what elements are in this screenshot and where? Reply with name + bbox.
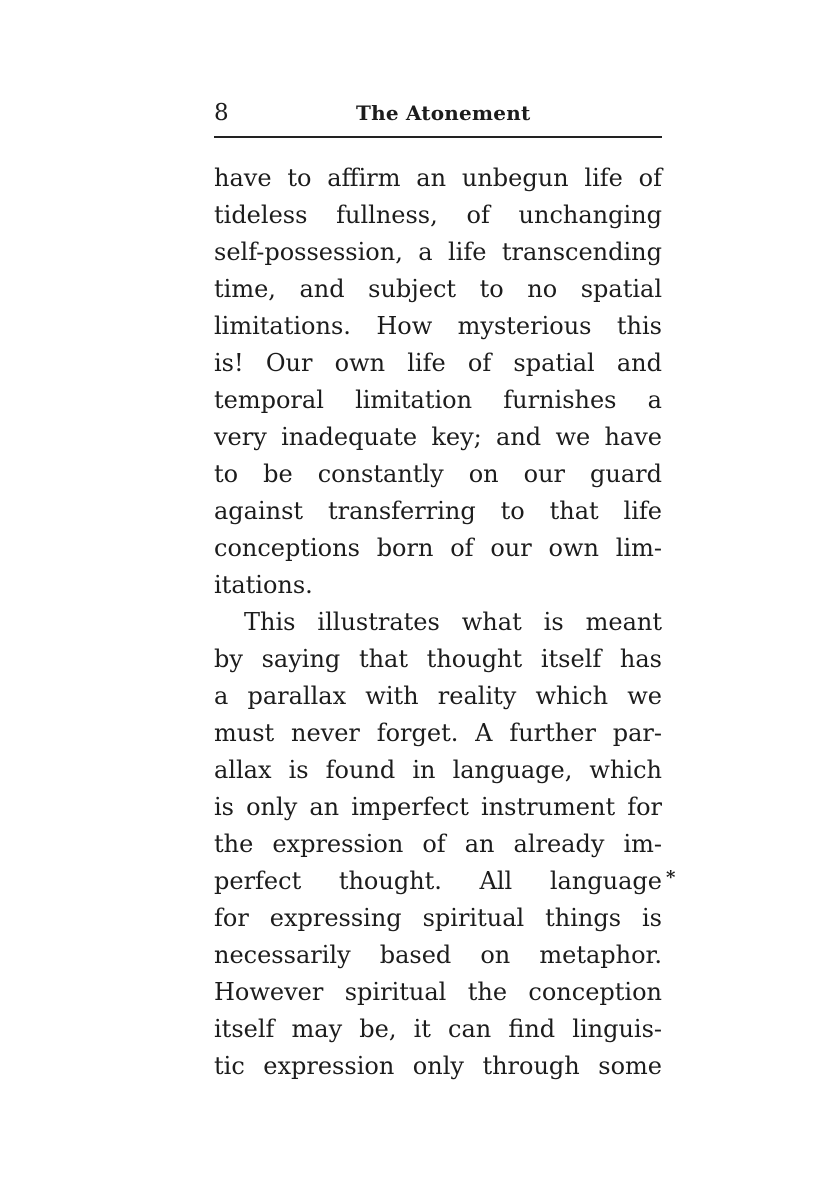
page-number: 8: [214, 100, 229, 126]
body-text: [214, 160, 676, 1085]
margin-asterisk-mark: *: [666, 867, 676, 888]
paragraph-2-line: itself may be, it can find linguis-: [214, 1015, 662, 1043]
header-rule: [214, 136, 662, 138]
paragraph-2-line: must never forget. A further par-: [214, 719, 662, 747]
paragraph-2-line: the expression of an already im-: [214, 830, 662, 858]
paragraph-2-line: for expressing spiritual things is: [214, 904, 662, 932]
paragraph-2-line: is only an imperfect instrument for: [214, 793, 662, 821]
paragraph-2-line: allax is found in language, which: [214, 756, 662, 784]
paragraph-1-line: self-possession, a life transcending: [214, 238, 662, 266]
paragraph-1-line: conceptions born of our own lim-: [214, 534, 662, 562]
book-page: [214, 0, 676, 1191]
paragraph-2-line: a parallax with reality which we: [214, 682, 662, 710]
paragraph-1-line: have to affirm an unbegun life of: [214, 164, 662, 192]
paragraph-2-line: tic expression only through some: [214, 1052, 662, 1080]
paragraph-1-line: limitations. How mysterious this: [214, 312, 662, 340]
paragraph-2-line: by saying that thought itself has: [214, 645, 662, 673]
paragraph-2-line: perfect thought. All language: [214, 867, 662, 895]
paragraph-1-line: temporal limitation furnishes a: [214, 386, 662, 414]
paragraph-1-line: against transferring to that life: [214, 497, 662, 525]
line-with-margin-mark: [214, 863, 676, 900]
paragraph-2-line: However spiritual the conception: [214, 978, 662, 1006]
paragraph-2-line: necessarily based on metaphor.: [214, 941, 662, 969]
running-head: [214, 98, 662, 128]
paragraph-2-line: This illustrates what is meant: [244, 608, 662, 636]
paragraph-1-line: itations.: [214, 571, 313, 599]
paragraph-1-line: to be constantly on our guard: [214, 460, 662, 488]
paragraph-1-line: very inadequate key; and we have: [214, 423, 662, 451]
running-title: The Atonement: [356, 101, 531, 125]
paragraph-1-line: time, and subject to no spatial: [214, 275, 662, 303]
paragraph-1-line: is! Our own life of spatial and: [214, 349, 662, 377]
paragraph-1-line: tideless fullness, of unchanging: [214, 201, 662, 229]
